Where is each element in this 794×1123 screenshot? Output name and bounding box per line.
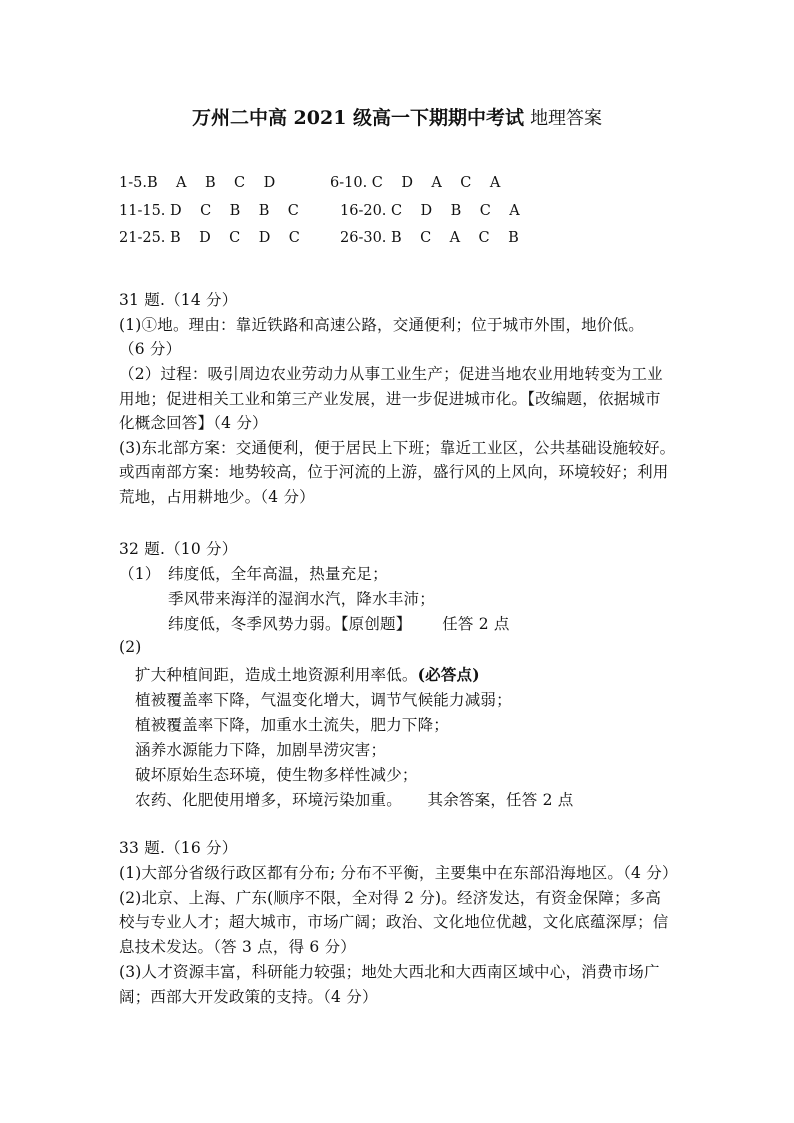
q32-part2-line: 涵养水源能力下降，加剧旱涝灾害； <box>135 741 387 759</box>
q31-line: 荒地，占用耕地少。（4 分） <box>119 488 315 506</box>
q31-line: 化概念回答】（4 分） <box>119 414 268 432</box>
title-main: 万州二中高 2021 级高一下期期中考试 <box>191 107 525 129</box>
q33-line: (3)人才资源丰富，科研能力较强；地处大西北和大西南区域中心，消费市场广 <box>119 963 660 981</box>
mc-row-2-left: 11-15. D C B B C <box>119 203 299 219</box>
q32-required-mark: (必答点) <box>417 665 480 684</box>
q32-part1-line: 纬度低，全年高温，热量充足； <box>168 565 388 583</box>
q32-part1-line: 纬度低，冬季风势力弱。【原创题】 任答 2 点 <box>168 615 510 633</box>
q32-part2-line: 植被覆盖率下降，气温变化增大，调节气候能力减弱； <box>135 691 512 709</box>
q31-line: （2）过程：吸引周边农业劳动力从事工业生产；促进当地农业用地转变为工业 <box>119 365 663 383</box>
q32-part2-line: 农药、化肥使用增多，环境污染加重。 其余答案，任答 2 点 <box>135 791 574 809</box>
q33-line: 阔；西部大开发政策的支持。（4 分） <box>119 988 378 1006</box>
q32-first-item-text: 扩大种植间距，造成土地资源利用率低。 <box>135 666 418 684</box>
q31-line: 用地；促进相关工业和第三产业发展，进一步促进城市化。【改编题，依据城市 <box>119 390 661 408</box>
mc-row-3-left: 21-25. B D C D C <box>119 230 300 246</box>
title-sub: 地理答案 <box>530 108 603 129</box>
q33-line: (1)大部分省级行政区都有分布; 分布不平衡，主要集中在东部沿海地区。（4 分） <box>119 864 678 882</box>
mc-row-1-left: 1-5.B A B C D <box>119 175 276 191</box>
mc-row-3-right: 26-30. B C A C B <box>340 230 519 246</box>
q32-part1-label: （1） <box>119 565 161 583</box>
q32-header: 32 题.（10 分） <box>119 540 238 558</box>
q32-part2-line: 破坏原始生态环境，使生物多样性减少； <box>135 766 418 784</box>
mc-row-2-right: 16-20. C D B C A <box>340 203 520 219</box>
mc-row-1-right: 6-10. C D A C A <box>330 175 501 191</box>
q31-line: (3)东北部方案：交通便利，便于居民上下班；靠近工业区，公共基础设施较好。 <box>119 439 676 457</box>
q32-part2-first-item <box>135 663 480 685</box>
q33-header: 33 题.（16 分） <box>119 839 238 857</box>
q33-line: (2)北京、上海、广东(顺序不限，全对得 2 分)。经济发达，有资金保障；多高 <box>119 889 662 907</box>
q31-line: （6 分） <box>119 340 182 358</box>
q31-line: 或西南部方案：地势较高，位于河流的上游，盛行风的上风向，环境较好；利用 <box>119 463 669 481</box>
q31-header: 31 题.（14 分） <box>119 291 238 309</box>
document-title <box>0 103 794 130</box>
q33-line: 息技术发达。（答 3 点，得 6 分） <box>119 938 356 956</box>
q31-line: (1)①地。理由：靠近铁路和高速公路，交通便利；位于城市外围，地价低。 <box>119 316 644 334</box>
q33-line: 校与专业人才；超大城市，市场广阔；政治、文化地位优越，文化底蕴深厚；信 <box>119 913 669 931</box>
q32-part2-line: 植被覆盖率下降，加重水土流失，肥力下降； <box>135 716 450 734</box>
q32-part2-label: (2) <box>119 638 142 656</box>
q32-part1-line: 季风带来海洋的湿润水汽，降水丰沛； <box>168 590 435 608</box>
